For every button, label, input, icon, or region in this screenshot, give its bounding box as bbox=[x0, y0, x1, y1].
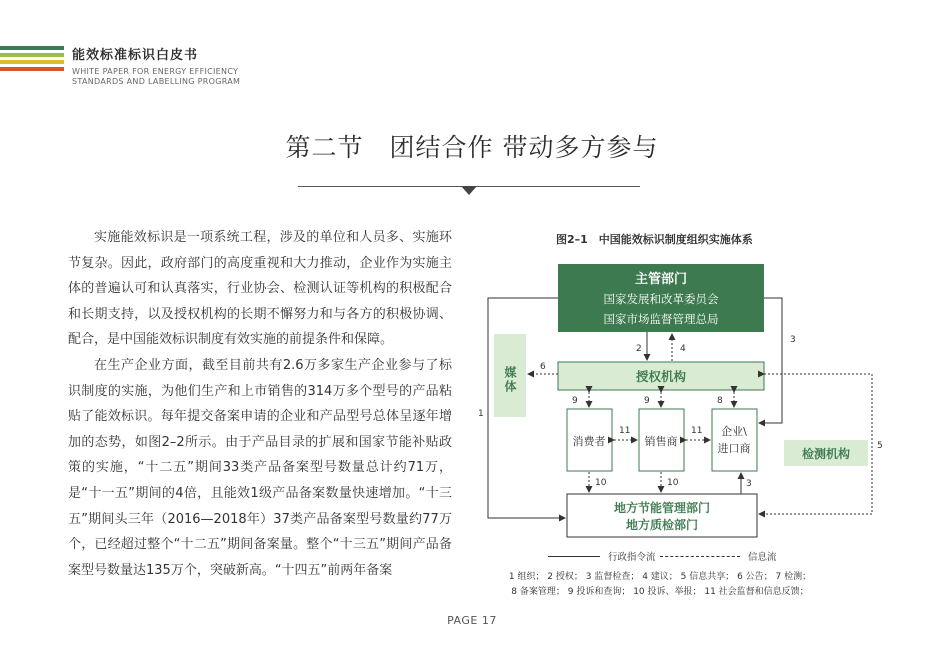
legend-solid-line bbox=[548, 556, 600, 557]
stripe-yellow bbox=[0, 60, 64, 64]
enterprise-label-1: 企业\ bbox=[721, 425, 747, 438]
enterprise-box bbox=[712, 409, 757, 471]
edge-3a-label: 3 bbox=[790, 335, 796, 345]
header-title-cn: 能效标准标识白皮书 bbox=[72, 48, 199, 63]
consumer-label: 消费者 bbox=[572, 435, 606, 448]
local-label-2: 地方质检部门 bbox=[625, 518, 699, 532]
notes-line-2: 8 备案管理； 9 投诉和查询； 10 投诉、举报； 11 社会监督和信息反馈； bbox=[511, 587, 809, 597]
seller-label: 销售商 bbox=[644, 435, 678, 448]
edge-3b-label: 3 bbox=[746, 479, 752, 489]
edge-11a-label: 11 bbox=[619, 426, 631, 436]
stripe-green bbox=[0, 46, 64, 50]
paragraph: 在生产企业方面，截至目前共有2.6万多家生产企业参与了标识制度的实施，为他们生产和上市销售的314万多个型号的产品粘贴了能效标识。每年提交备案申请的企业和产品型号总体呈逐年增加的态势，如图2–2所示。由于产品目录的扩展和国家节能补贴政策的实施，“十二五”期间33类产品备案型号数量总计约71万，是“十一五”期间的4倍，且能效1级产品备案数量快速增加。“十三五”期间头三年（2016—2018年）37类产品备案型号数量约77万个，已经超过整个“十二五”期间备案量。整个“十三五”期间产品备案型号数量达135万个，突破新高。“十四五”前两年备案 bbox=[68, 357, 452, 578]
authority-line2: 国家市场监督管理总局 bbox=[603, 312, 719, 326]
edge-6-label: 6 bbox=[540, 362, 546, 372]
header-color-stripes bbox=[0, 46, 64, 74]
edge-1-label: 1 bbox=[478, 409, 484, 419]
body-text bbox=[68, 225, 452, 583]
legend-solid-label: 行政指令流 bbox=[608, 552, 656, 563]
authorized-label: 授权机构 bbox=[635, 369, 687, 384]
authority-title: 主管部门 bbox=[634, 272, 688, 287]
edge-11b-label: 11 bbox=[691, 426, 703, 436]
edge-9a-label: 9 bbox=[572, 396, 578, 406]
figure-caption: 图2–1 中国能效标识制度组织实施体系 bbox=[556, 233, 753, 246]
stripe-lime bbox=[0, 53, 64, 57]
figure-notes bbox=[490, 570, 830, 600]
testing-label: 检测机构 bbox=[801, 447, 851, 461]
edge-5-label: 5 bbox=[877, 441, 883, 451]
enterprise-label-2: 进口商 bbox=[717, 442, 751, 455]
edge-8-label: 8 bbox=[717, 396, 723, 406]
paragraph: 实施能效标识是一项系统工程，涉及的单位和人员多、实施环节复杂。因此，政府部门的高度重视和大力推动，企业作为实施主体的普遍认可和认真落实，行业协会、检测认证等机构的积极配合和长期支持，以及授权机构的长期不懈努力和与各方的积极协调、配合，是中国能效标识制度有效实施的前提条件和保障。 bbox=[68, 230, 452, 348]
header-title-en-2: STANDARDS AND LABELLING PROGRAM bbox=[72, 77, 241, 86]
stripe-red bbox=[0, 67, 64, 71]
edge-10a-label: 10 bbox=[595, 478, 607, 488]
section-title: 第二节 团结合作 带动多方参与 bbox=[285, 133, 659, 162]
edge-10b-label: 10 bbox=[667, 478, 679, 488]
edge-9b-label: 9 bbox=[644, 396, 650, 406]
legend-dashed-label: 信息流 bbox=[748, 552, 777, 563]
media-label: 媒体 bbox=[503, 366, 517, 394]
org-diagram bbox=[476, 256, 886, 546]
header-title-en-1: WHITE PAPER FOR ENERGY EFFICIENCY bbox=[72, 67, 239, 76]
notes-line-1: 1 组织； 2 授权； 3 监督检查； 4 建议； 5 信息共享； 6 公告； 7 检测； bbox=[508, 572, 812, 582]
edge-4-label: 4 bbox=[680, 344, 686, 354]
local-label-1: 地方节能管理部门 bbox=[613, 501, 711, 515]
page-number: PAGE 17 bbox=[447, 614, 497, 627]
title-divider-triangle bbox=[461, 186, 477, 195]
authority-line1: 国家发展和改革委员会 bbox=[603, 292, 719, 306]
edge-2-label: 2 bbox=[636, 344, 642, 354]
legend-dashed-line bbox=[660, 556, 740, 557]
header-brand bbox=[72, 44, 240, 87]
